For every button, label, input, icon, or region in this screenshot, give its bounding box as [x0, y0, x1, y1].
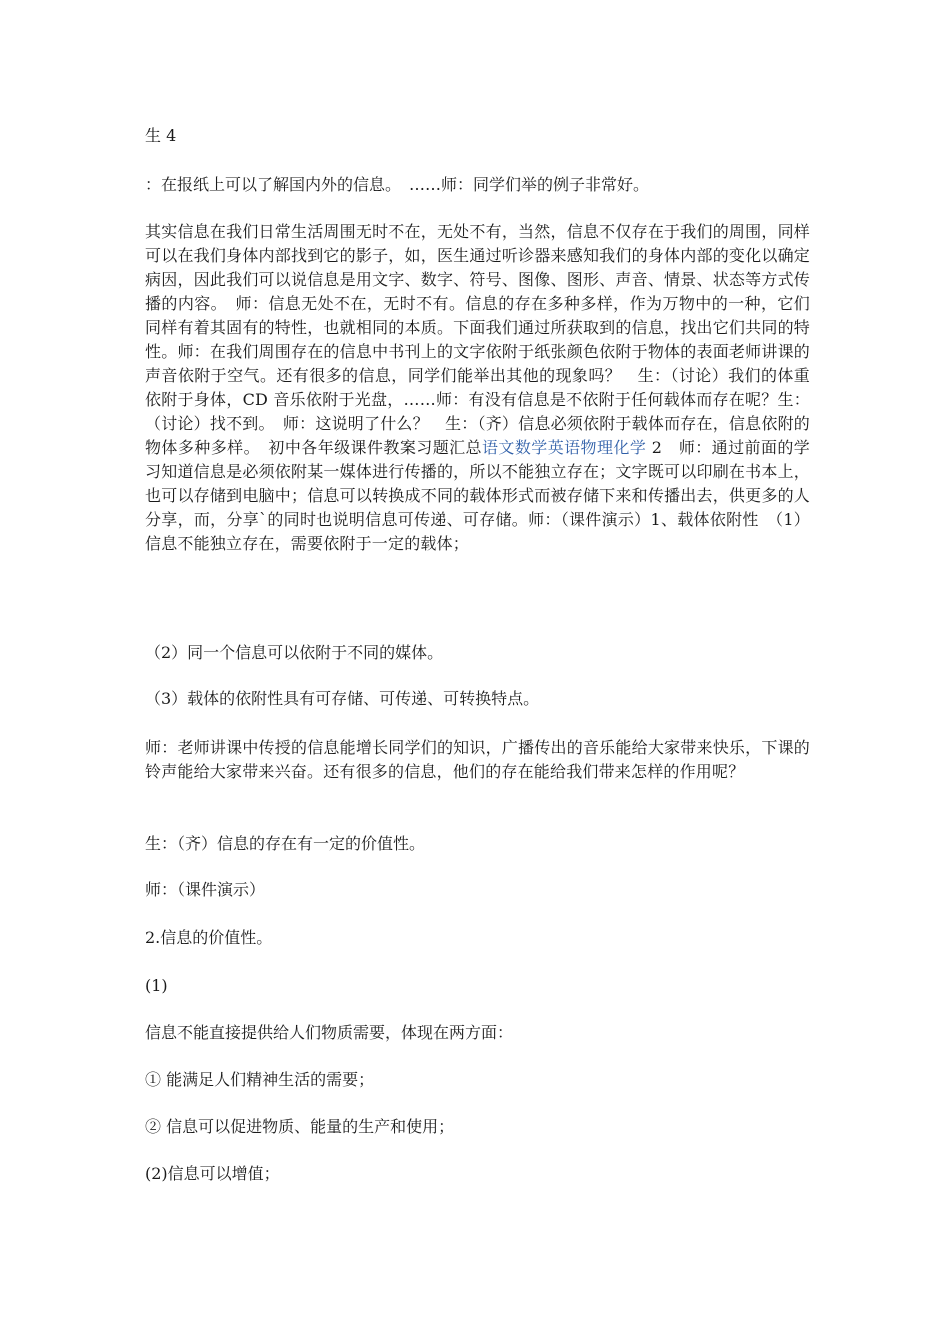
- paragraph-point-2: （2）同一个信息可以依附于不同的媒体。: [145, 643, 444, 662]
- subjects-link[interactable]: 语文数学英语物理化学: [481, 438, 647, 457]
- paragraph-information-body: [145, 220, 810, 556]
- heading-value: 2.信息的价值性。: [145, 928, 273, 947]
- paragraph-student-4: 生 4: [145, 126, 177, 145]
- paragraph-teacher-value: 师：老师讲课中传授的信息能增长同学们的知识，广播传出的音乐能给大家带来快乐，下课的铃声能给大家带来兴奋。还有很多的信息，他们的存在能给我们带来怎样的作用呢？: [145, 738, 810, 781]
- paragraph-aspect-2: ② 信息可以促进物质、能量的生产和使用；: [145, 1117, 455, 1136]
- paragraph-item-2: (2)信息可以增值；: [145, 1164, 280, 1183]
- paragraph-body-part-a: 其实信息在我们日常生活周围无时不在，无处不有，当然，信息不仅存在于我们的周围，同样可以在我们身体内部找到它的影子，如，医生通过听诊器来感知我们的身体内部的变化以确定病因，因此我们可以说信息是用文字、数字、符号、图像、图形、声音、情景、状态等方式传播的内容。 师：信息无处不在，无时不有。信息的存在多种多样，作为万物中的一种，它们同样有着其固有的特性，也就相同的本质。下面我们通过所获取到的信息，找出它们共同的特性。师：在我们周围存在的信息中书刊上的文字依附于纸张颜色依附于物体的表面老师讲课的声音依附于空气。还有很多的信息，同学们能举出其他的现象吗？ 生：（讨论）我们的体重依附于身体，CD 音乐依附于光盘，……师：有没有信息是不依附于任何载体而存在呢？生：（讨论）找不到。 师：这说明了什么？ 生：（齐）信息必须依附于载体而存在，信息依附的物体多种多样。 初中各年级课件教案习题汇总: [145, 222, 810, 457]
- paragraph-newspaper: ：在报纸上可以了解国内外的信息。 ……师：同学们举的例子非常好。: [145, 175, 650, 194]
- paragraph-body-part-b: 2 师：通过前面的学习知道信息是必须依附某一媒体进行传播的，所以不能独立存在；文字既可以印刷在书本上，也可以存储到电脑中；信息可以转换成不同的载体形式而被存储下来和传播出去，供更多的人分享，而，分享`的同时也说明信息可传递、可存储。师：（课件演示）1、载体依附性 （1）信息不能独立存在，需要依附于一定的载体；: [145, 438, 811, 553]
- paragraph-point-3: （3）载体的依附性具有可存储、可传递、可转换特点。: [145, 689, 540, 708]
- paragraph-teacher-demo: 师：（课件演示）: [145, 880, 266, 899]
- paragraph-two-aspects: 信息不能直接提供给人们物质需要，体现在两方面：: [145, 1023, 514, 1042]
- paragraph-aspect-1: ① 能满足人们精神生活的需要；: [145, 1070, 375, 1089]
- paragraph-item-1: (1): [145, 976, 168, 995]
- paragraph-student-value: 生：（齐）信息的存在有一定的价值性。: [145, 834, 426, 853]
